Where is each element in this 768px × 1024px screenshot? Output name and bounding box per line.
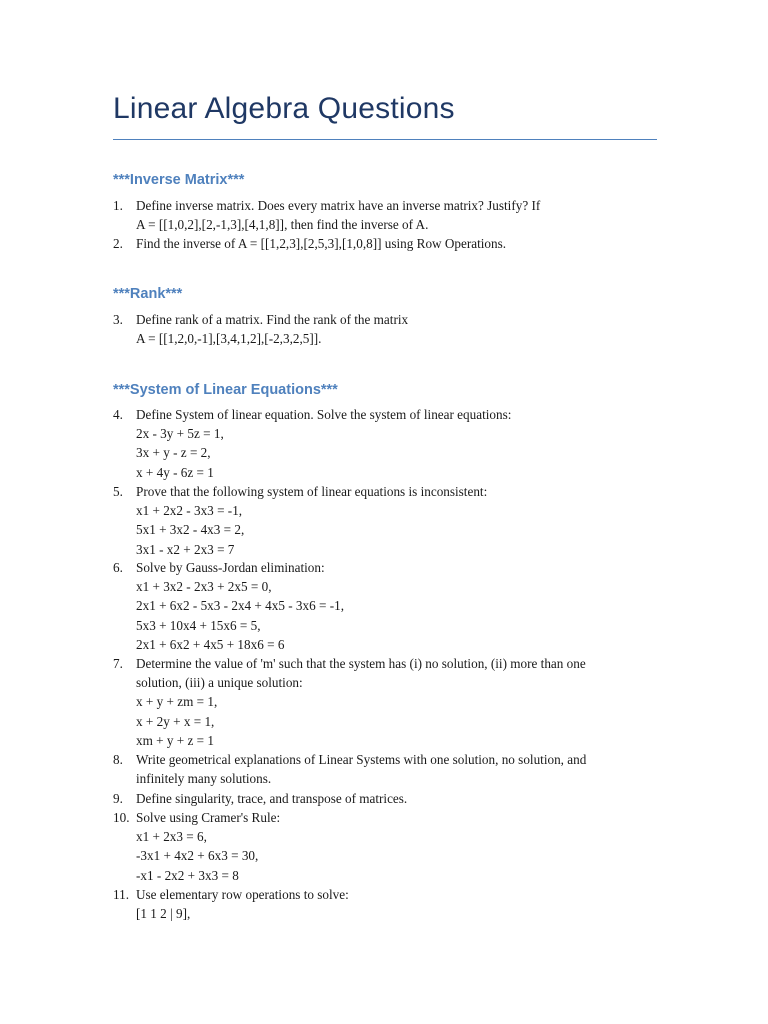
equation-line: 2x1 + 6x2 + 4x5 + 18x6 = 6 [136,636,285,652]
question-number: 6. [113,560,123,575]
question-text: Find the inverse of A = [[1,2,3],[2,5,3],[1,0,8]] using Row Operations. [136,236,507,251]
question-text: A = [[1,2,0,-1],[3,4,1,2],[-2,3,2,5]]. [136,331,322,347]
question-number: 7. [113,656,123,671]
question-6 [113,558,643,654]
section-heading-inverse-matrix: ***Inverse Matrix*** [113,172,245,188]
equation-line: 2x1 + 6x2 - 5x3 - 2x4 + 4x5 - 3x6 = -1, [136,598,345,614]
question-10 [113,808,643,885]
question-7 [113,654,643,750]
question-1 [113,196,643,234]
question-text: Solve using Cramer's Rule: [136,810,281,825]
question-number: 3. [113,312,123,327]
question-text: Determine the value of 'm' such that the system has (i) no solution, (ii) more than one [136,656,586,671]
question-number: 9. [113,791,123,806]
equation-line: 3x1 - x2 + 2x3 = 7 [136,541,235,557]
equation-line: x + y + zm = 1, [136,694,218,710]
question-number: 1. [113,198,123,213]
question-text: infinitely many solutions. [136,771,272,787]
section-heading-rank: ***Rank*** [113,286,183,302]
page-title: Linear Algebra Questions [113,92,455,125]
equation-line: x1 + 2x3 = 6, [136,829,207,845]
equation-line: x + 2y + x = 1, [136,713,215,729]
question-number: 11. [113,887,129,902]
question-number: 2. [113,236,123,251]
equation-line: [1 1 2 | 9], [136,906,191,922]
equation-line: 3x + y - z = 2, [136,445,211,461]
question-number: 4. [113,407,123,422]
equation-line: -x1 - 2x2 + 3x3 = 8 [136,867,239,883]
section-heading-linear-equations: ***System of Linear Equations*** [113,382,338,398]
question-number: 5. [113,484,123,499]
question-text: Prove that the following system of linear equations is inconsistent: [136,484,488,499]
question-text: Use elementary row operations to solve: [136,887,349,902]
question-text: Solve by Gauss-Jordan elimination: [136,560,325,575]
question-9 [113,789,643,808]
equation-line: 5x3 + 10x4 + 15x6 = 5, [136,617,261,633]
equation-line: 5x1 + 3x2 - 4x3 = 2, [136,522,245,538]
equation-line: xm + y + z = 1 [136,732,214,748]
question-text: solution, (iii) a unique solution: [136,675,303,691]
equation-line: x1 + 3x2 - 2x3 + 2x5 = 0, [136,579,272,595]
equation-line: -3x1 + 4x2 + 6x3 = 30, [136,848,259,864]
question-4 [113,405,643,482]
question-8 [113,750,643,788]
question-text: A = [[1,0,2],[2,-1,3],[4,1,8]], then find the inverse of A. [136,217,429,233]
question-5 [113,482,643,559]
question-number: 8. [113,752,123,767]
question-2 [113,234,643,253]
question-3 [113,310,643,348]
question-number: 10. [113,810,130,825]
question-text: Define System of linear equation. Solve the system of linear equations: [136,407,512,422]
title-rule [113,139,657,140]
equation-line: x + 4y - 6z = 1 [136,464,214,480]
question-text: Define inverse matrix. Does every matrix have an inverse matrix? Justify? If [136,198,541,213]
question-11 [113,885,643,923]
question-text: Define singularity, trace, and transpose of matrices. [136,791,408,806]
question-text: Write geometrical explanations of Linear Systems with one solution, no solution, and [136,752,587,767]
equation-line: 2x - 3y + 5z = 1, [136,426,224,442]
question-text: Define rank of a matrix. Find the rank of the matrix [136,312,409,327]
equation-line: x1 + 2x2 - 3x3 = -1, [136,503,243,519]
